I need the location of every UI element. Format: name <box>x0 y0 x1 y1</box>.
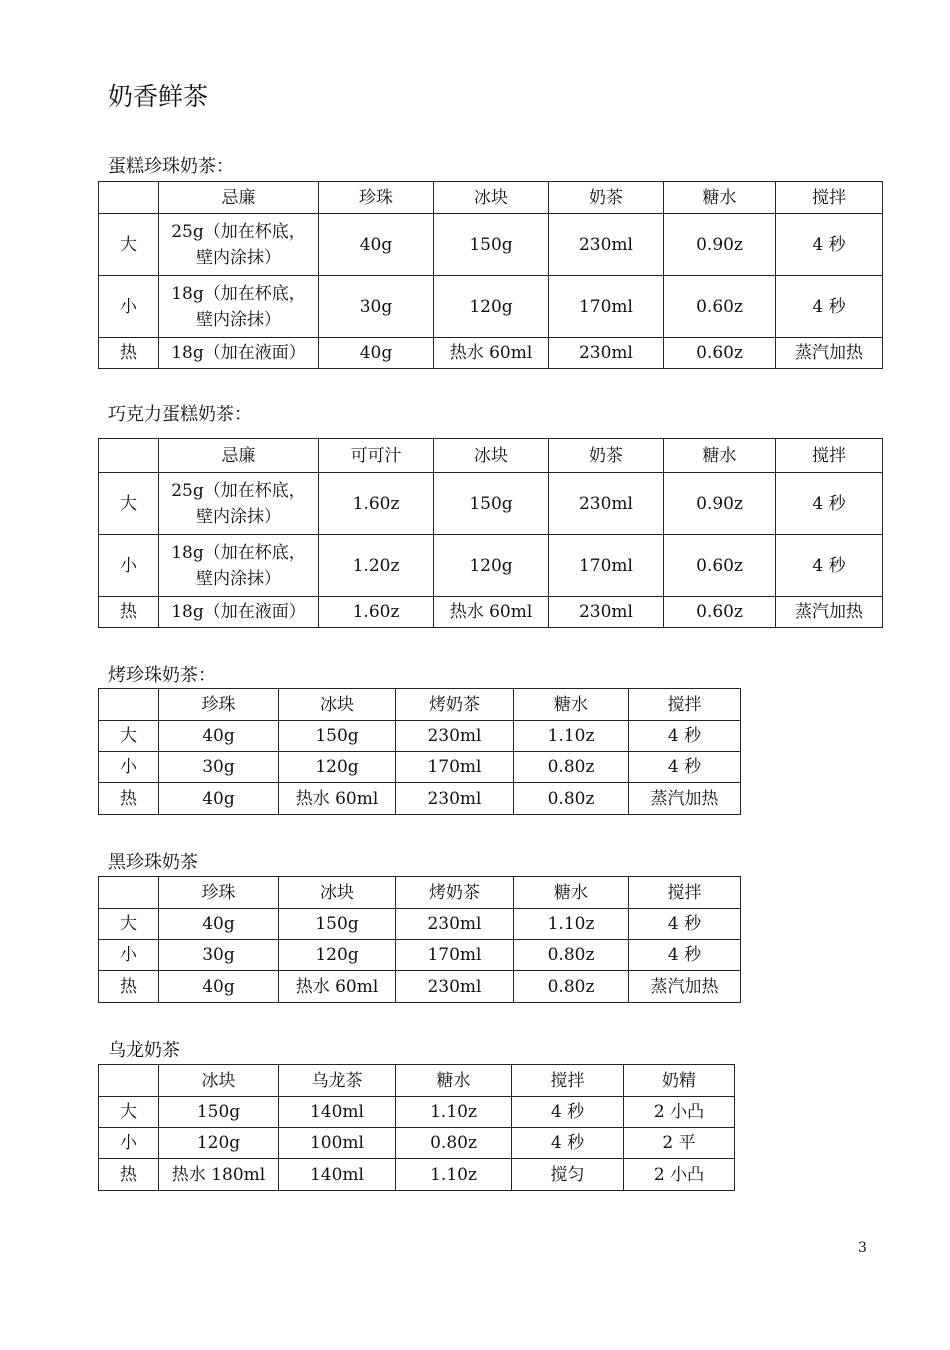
table-header-row <box>99 439 883 473</box>
table-cell: 40g <box>159 783 279 815</box>
table-cell: 18g（加在液面） <box>159 338 319 369</box>
column-header: 冰块 <box>279 877 396 909</box>
column-header: 珍珠 <box>159 877 279 909</box>
table-cell: 0.80z <box>514 783 629 815</box>
table-cell: 0.90z <box>664 473 776 535</box>
table-cell: 230ml <box>549 214 664 276</box>
column-header: 奶茶 <box>549 439 664 473</box>
table-cell: 140ml <box>279 1097 396 1128</box>
table-cell: 4 秒 <box>629 721 741 752</box>
table-cell: 0.80z <box>514 971 629 1003</box>
table-cell: 0.80z <box>396 1128 512 1159</box>
size-label: 小 <box>99 276 159 338</box>
table-cell: 30g <box>319 276 434 338</box>
table-cell: 120g <box>279 752 396 783</box>
table-cell: 1.60z <box>319 473 434 535</box>
table-cell: 0.60z <box>664 597 776 628</box>
table-cell: 0.80z <box>514 940 629 971</box>
size-label: 大 <box>99 1097 159 1128</box>
table-cell: 0.80z <box>514 752 629 783</box>
table-cell: 25g（加在杯底， 壁内涂抹） <box>159 214 319 276</box>
row-hot <box>99 597 883 628</box>
table-cell: 40g <box>319 338 434 369</box>
column-header <box>99 439 159 473</box>
table-cell: 170ml <box>396 752 514 783</box>
column-header: 糖水 <box>514 877 629 909</box>
column-header: 冰块 <box>434 439 549 473</box>
table-header-row <box>99 689 741 721</box>
table-cell: 4 秒 <box>629 752 741 783</box>
size-label: 热 <box>99 1159 159 1191</box>
table-cell: 蒸汽加热 <box>776 338 883 369</box>
column-header: 乌龙茶 <box>279 1065 396 1097</box>
table-cell: 0.60z <box>664 535 776 597</box>
column-header: 搅拌 <box>776 182 883 214</box>
column-header: 冰块 <box>434 182 549 214</box>
recipe-table <box>98 876 741 1003</box>
table-cell: 100ml <box>279 1128 396 1159</box>
row-large <box>99 473 883 535</box>
column-header: 搅拌 <box>776 439 883 473</box>
row-hot <box>99 971 741 1003</box>
column-header: 忌廉 <box>159 182 319 214</box>
section-title: 巧克力蛋糕奶茶： <box>108 404 252 425</box>
column-header: 冰块 <box>279 689 396 721</box>
row-small <box>99 752 741 783</box>
recipe-table <box>98 181 883 369</box>
table-cell: 120g <box>434 276 549 338</box>
size-label: 热 <box>99 338 159 369</box>
table-header-row <box>99 1065 735 1097</box>
table-cell: 30g <box>159 940 279 971</box>
table-cell: 热水 60ml <box>434 597 549 628</box>
column-header: 可可汁 <box>319 439 434 473</box>
size-label: 大 <box>99 721 159 752</box>
table-cell: 150g <box>159 1097 279 1128</box>
size-label: 大 <box>99 214 159 276</box>
size-label: 小 <box>99 535 159 597</box>
table-cell: 18g（加在液面） <box>159 597 319 628</box>
table-cell: 150g <box>434 214 549 276</box>
column-header: 糖水 <box>514 689 629 721</box>
row-small <box>99 940 741 971</box>
table-cell: 140ml <box>279 1159 396 1191</box>
table-cell: 热水 180ml <box>159 1159 279 1191</box>
table-cell: 18g（加在杯底， 壁内涂抹） <box>159 535 319 597</box>
table-cell: 1.20z <box>319 535 434 597</box>
table-cell: 120g <box>159 1128 279 1159</box>
table-cell: 4 秒 <box>776 214 883 276</box>
column-header: 糖水 <box>664 182 776 214</box>
size-label: 小 <box>99 752 159 783</box>
table-cell: 2 小凸 <box>624 1097 735 1128</box>
column-header: 烤奶茶 <box>396 689 514 721</box>
table-cell: 150g <box>279 909 396 940</box>
column-header: 奶精 <box>624 1065 735 1097</box>
table-cell: 18g（加在杯底， 壁内涂抹） <box>159 276 319 338</box>
recipe-table <box>98 1064 735 1191</box>
column-header: 搅拌 <box>512 1065 624 1097</box>
table-cell: 蒸汽加热 <box>629 971 741 1003</box>
table-cell: 150g <box>279 721 396 752</box>
table-cell: 25g（加在杯底， 壁内涂抹） <box>159 473 319 535</box>
table-cell: 热水 60ml <box>279 783 396 815</box>
table-cell: 230ml <box>396 971 514 1003</box>
size-label: 热 <box>99 597 159 628</box>
section-title: 烤珍珠奶茶： <box>108 665 216 686</box>
table-cell: 40g <box>159 971 279 1003</box>
table-cell: 170ml <box>396 940 514 971</box>
recipe-table <box>98 688 741 815</box>
table-cell: 1.60z <box>319 597 434 628</box>
column-header: 珍珠 <box>159 689 279 721</box>
recipe-table <box>98 438 883 628</box>
table-cell: 4 秒 <box>512 1097 624 1128</box>
table-cell: 230ml <box>396 721 514 752</box>
column-header: 忌廉 <box>159 439 319 473</box>
column-header: 糖水 <box>396 1065 512 1097</box>
column-header <box>99 1065 159 1097</box>
page-number: 3 <box>858 1240 867 1256</box>
table-cell: 170ml <box>549 276 664 338</box>
table-cell: 170ml <box>549 535 664 597</box>
row-small <box>99 535 883 597</box>
table-cell: 0.90z <box>664 214 776 276</box>
column-header: 搅拌 <box>629 877 741 909</box>
table-cell: 4 秒 <box>776 473 883 535</box>
row-large <box>99 214 883 276</box>
size-label: 小 <box>99 940 159 971</box>
section-title: 蛋糕珍珠奶茶： <box>108 156 234 177</box>
column-header: 糖水 <box>664 439 776 473</box>
table-cell: 40g <box>319 214 434 276</box>
table-cell: 4 秒 <box>776 535 883 597</box>
page-title: 奶香鲜茶 <box>108 82 209 111</box>
table-cell: 230ml <box>549 473 664 535</box>
table-cell: 2 平 <box>624 1128 735 1159</box>
table-cell: 1.10z <box>396 1097 512 1128</box>
table-cell: 4 秒 <box>629 940 741 971</box>
column-header: 奶茶 <box>549 182 664 214</box>
table-header-row <box>99 877 741 909</box>
section-title: 乌龙奶茶 <box>108 1040 180 1061</box>
row-large <box>99 721 741 752</box>
table-cell: 2 小凸 <box>624 1159 735 1191</box>
table-cell: 蒸汽加热 <box>776 597 883 628</box>
table-cell: 150g <box>434 473 549 535</box>
size-label: 大 <box>99 473 159 535</box>
row-small <box>99 1128 735 1159</box>
table-cell: 4 秒 <box>512 1128 624 1159</box>
row-hot <box>99 1159 735 1191</box>
table-cell: 230ml <box>549 597 664 628</box>
column-header <box>99 689 159 721</box>
table-cell: 4 秒 <box>776 276 883 338</box>
table-cell: 230ml <box>396 909 514 940</box>
table-cell: 热水 60ml <box>434 338 549 369</box>
table-cell: 1.10z <box>396 1159 512 1191</box>
size-label: 大 <box>99 909 159 940</box>
column-header: 烤奶茶 <box>396 877 514 909</box>
column-header: 搅拌 <box>629 689 741 721</box>
table-cell: 120g <box>434 535 549 597</box>
table-cell: 1.10z <box>514 909 629 940</box>
row-large <box>99 909 741 940</box>
size-label: 热 <box>99 971 159 1003</box>
table-cell: 热水 60ml <box>279 971 396 1003</box>
row-small <box>99 276 883 338</box>
row-large <box>99 1097 735 1128</box>
size-label: 热 <box>99 783 159 815</box>
column-header: 珍珠 <box>319 182 434 214</box>
row-hot <box>99 338 883 369</box>
column-header <box>99 182 159 214</box>
table-cell: 230ml <box>396 783 514 815</box>
size-label: 小 <box>99 1128 159 1159</box>
column-header <box>99 877 159 909</box>
row-hot <box>99 783 741 815</box>
table-header-row <box>99 182 883 214</box>
table-cell: 30g <box>159 752 279 783</box>
table-cell: 4 秒 <box>629 909 741 940</box>
table-cell: 0.60z <box>664 276 776 338</box>
table-cell: 230ml <box>549 338 664 369</box>
table-cell: 0.60z <box>664 338 776 369</box>
table-cell: 1.10z <box>514 721 629 752</box>
table-cell: 120g <box>279 940 396 971</box>
section-title: 黑珍珠奶茶 <box>108 852 198 873</box>
table-cell: 40g <box>159 721 279 752</box>
table-cell: 搅匀 <box>512 1159 624 1191</box>
table-cell: 40g <box>159 909 279 940</box>
column-header: 冰块 <box>159 1065 279 1097</box>
table-cell: 蒸汽加热 <box>629 783 741 815</box>
